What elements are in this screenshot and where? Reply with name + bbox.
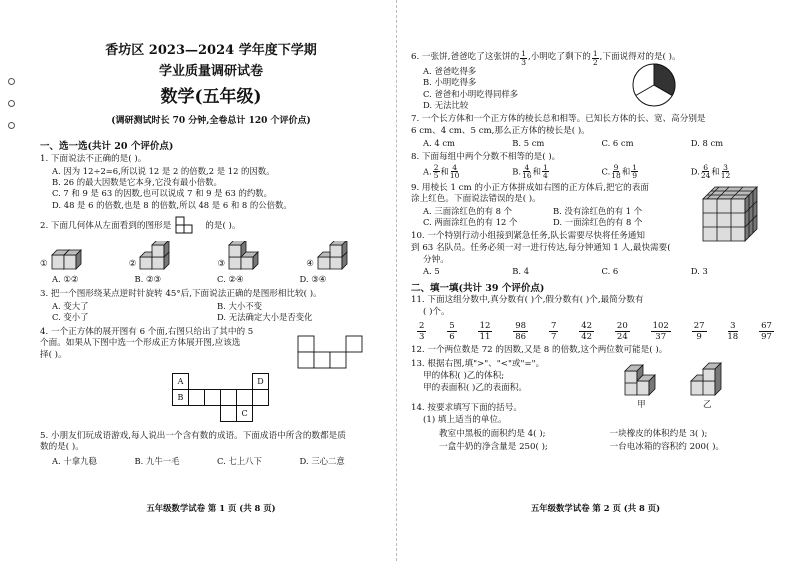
option-d: D. 无法确定大小是否变化 [217,312,313,323]
question-stem: ,下面说得对的是( )。 [599,52,681,63]
option-c: C. 变小了 [52,312,89,323]
option-b: B. $\frac{4}{16}$ 和 $\frac{1}{4}$ [512,162,548,180]
question-1 [40,154,382,211]
net-cell [252,389,269,406]
binding-hole [8,100,15,107]
net-cell [236,389,253,406]
question-8 [411,152,780,180]
net-cell [204,389,221,406]
fraction-item: 27 9 [693,320,705,342]
question-stem-line2: 涂上红色。下面说法错误的是( )。 [411,194,541,205]
question-stem: 1. 下面说法不正确的是( )。 [40,153,147,164]
section-title: 二、填一填(共计 39 个评价点) [411,282,545,294]
figure-3 [218,241,264,271]
option-c: C. 两面涂红色的有 12 个 [423,217,518,228]
cube-stack-icon [314,241,352,271]
question-stem-line1: 7. 一个长方体和一个正方体的棱长总和相等。已知长方体的长、宽、高分别是 [411,114,706,125]
left-view-icon [175,216,201,238]
blank-milk: 一盒牛奶的净含量是 250( ); [439,442,548,453]
option-c: C. 6 cm [601,137,634,148]
question-9 [411,183,780,229]
option-d: D. 8 cm [690,137,724,148]
blank-blackboard: 教室中黑板的面积约是 4( ); [439,428,546,439]
figure-label: ④ [306,259,314,270]
question-stem-line2: 到 63 名队员。任务必须一对一进行传达,每分钟通知 1 人,最快需要( [411,242,671,253]
binding-hole [8,78,15,85]
option-d: D. 48 是 6 的倍数,也是 8 的倍数,所以 48 是 6 和 8 的公倍数。 [52,199,292,210]
question-stem: 2. 下面几何体从左面看到的图形是 [40,221,172,232]
fraction-list [411,319,780,342]
question-2-options [40,274,382,285]
option-b: B. 小明吃得多 [423,77,477,88]
question-stem-line3: 分钟。 [423,254,449,265]
option-a: A. 4 cm [423,137,455,148]
binding-hole [8,122,15,129]
compare-volume: 甲的体积( )乙的体积; [423,371,505,382]
option-b: B. 4 [512,266,530,277]
sub-question: (1) 填上适当的单位。 [423,415,507,426]
net-cell [220,389,237,406]
option-b: B. 没有涂红色的有 1 个 [553,205,643,216]
compare-surface: 甲的表面积( )乙的表面积。 [423,382,527,393]
question-2-stem [40,216,382,238]
question-stem-line2: 6 cm、4 cm、5 cm,那么正方体的棱长是( )。 [411,125,590,136]
option-b: B. 大小不变 [217,300,262,311]
option-c: C. ②④ [217,273,244,284]
fraction-item: 3 18 [727,320,739,342]
exam-note: (调研测试时长 70 分钟,全卷总计 120 个评价点) [111,116,311,127]
question-stem-line3: 择( )。 [40,349,67,360]
fraction-item: 2 3 [419,320,425,342]
label-yi: 乙 [703,400,712,411]
fraction-item: 12 11 [479,320,491,342]
question-stem-line1: 10. 一个特别行动小组接到紧急任务,队长需要尽快将任务通知 [411,231,645,242]
cube-stack-icon [48,241,86,271]
question-14 [411,403,780,453]
question-11 [411,295,780,342]
figure-label: ② [128,259,137,270]
figure-2 [129,241,175,271]
option-a: A. 十拿九稳 [52,455,97,466]
option-a: A. $\frac{2}{5}$ 和 $\frac{4}{10}$ [423,162,460,180]
question-2-figures [40,241,382,271]
question-stem-line1: 9. 用棱长 1 cm 的小正方体拼成如右图的正方体后,把它的表面 [411,182,649,193]
cube-3x3-figure [701,185,761,243]
blank-eraser: 一块橡皮的体积约是 3( ); [609,428,708,439]
figure-label: ① [40,259,48,270]
question-stem: 13. 根据右图,填">"、"<"或"="。 [411,359,545,370]
exam-title-line2: 学业质量调研试卷 [158,63,263,79]
option-a: A. ①② [52,273,79,284]
question-7 [411,114,780,149]
page-right [397,0,794,561]
cube-stack-icon [225,241,263,271]
question-stem: 11. 下面这组分数中,真分数有( )个,假分数有( )个,最简分数有 [411,295,644,306]
option-c: C. 6 [601,266,619,277]
net-cell [220,405,237,422]
partial-net-figure [297,335,377,369]
fraction-item: 102 37 [652,320,669,342]
fraction-item: 42 42 [581,320,593,342]
fraction-item: 5 6 [449,320,455,342]
option-c: C. 7 和 9 是 63 的因数,也可以说成 7 和 9 是 63 的约数。 [52,188,273,199]
question-stem: 8. 下面每组中两个分数不相等的是( )。 [411,151,561,162]
net-cell-b: B [172,389,189,406]
option-a: A. 爸爸吃得多 [423,66,477,76]
net-cell-a: A [172,373,189,390]
net-cell-c: C [236,405,253,422]
option-d: D. $\frac{6}{24}$ 和 $\frac{3}{12}$ [690,162,731,180]
fraction-item: 7 7 [550,320,557,342]
option-a: A. 5 [423,266,440,277]
question-stem: 3. 把一个图形绕某点逆时针旋转 45°后,下面说法正确的是图形相比较( )。 [40,289,322,300]
question-stem: ,小明吃了剩下的 [527,52,591,63]
option-d: D. ③④ [299,273,327,284]
pie-figure [631,62,677,108]
option-b: B. ②③ [134,273,161,284]
option-a: A. 三面涂红色的有 8 个 [423,205,513,216]
net-cell [188,389,205,406]
question-stem-line1: 5. 小朋友们玩成语游戏,每人说出一个含有数的成语。下面成语中所含的数都是质 [40,430,346,441]
option-d: D. 3 [690,266,708,277]
option-c: C. $\frac{9}{18}$ 和 $\frac{1}{9}$ [601,162,637,180]
question-stem: 14. 按要求填写下面的括号。 [411,403,522,414]
option-d: D. 无法比较 [423,100,469,111]
solid-jia-figure [623,357,663,397]
option-a: A. 变大了 [52,300,89,311]
blank-fridge: 一台电冰箱的容积约 200( )。 [609,442,725,453]
fraction: $\frac{1}{2}$ [592,49,598,67]
fraction-item: 98 86 [515,320,527,342]
option-d: D. 一面涂红色的有 8 个 [553,217,643,228]
option-b: B. 九牛一毛 [134,455,180,466]
question-stem-line1: 4. 一个正方体的展开图有 6 个面,右图只给出了其中的 5 [40,326,254,337]
option-c: C. 七上八下 [217,455,262,466]
question-4 [40,327,382,425]
option-d: D. 三心二意 [299,455,345,466]
option-b: B. 5 cm [512,137,545,148]
net-cell-d: D [252,373,269,390]
question-5 [40,431,382,468]
section-title: 一、选一选(共计 20 个评价点) [40,141,174,153]
solid-yi-figure [689,357,729,397]
page-footer: 五年级数学试卷 第 2 页 (共 8 页) [530,503,661,513]
exam-title-line1: 香坊区 2023—2024 学年度下学期 [105,43,317,58]
question-12: 12. 一个两位数是 72 的因数,又是 8 的倍数,这个两位数可能是( )。 [411,344,668,355]
question-stem-tail: 的是( )。 [205,221,241,232]
subject-title: 数学(五年级) [160,87,262,108]
figure-4 [306,241,352,271]
question-6 [411,50,780,111]
question-stem-line2: 个面。如果从下图中选一个形成正方体展开图,应该选 [40,338,241,349]
figure-label: ③ [217,259,226,270]
page-footer: 五年级数学试卷 第 1 页 (共 8 页) [146,503,276,513]
question-3 [40,289,382,323]
fraction: $\frac{1}{3}$ [521,49,526,67]
option-a: A. 因为 12÷2=6,所以说 12 是 2 的倍数,2 是 12 的因数。 [52,165,275,176]
question-stem-tail: ( )个。 [423,306,450,317]
option-c: C. 爸爸和小明吃得同样多 [423,88,519,99]
figure-1 [40,241,86,271]
cube-stack-icon [136,241,174,271]
question-stem-line2: 数的是( )。 [40,442,84,453]
fraction-item: 20 24 [616,320,628,342]
question-stem: 6. 一张饼,爸爸吃了这张饼的 [411,52,520,63]
label-jia: 甲 [637,400,646,411]
fraction-item: 67 97 [761,320,772,342]
option-b: B. 26 的最大因数是它本身,它没有最小倍数。 [52,176,222,187]
